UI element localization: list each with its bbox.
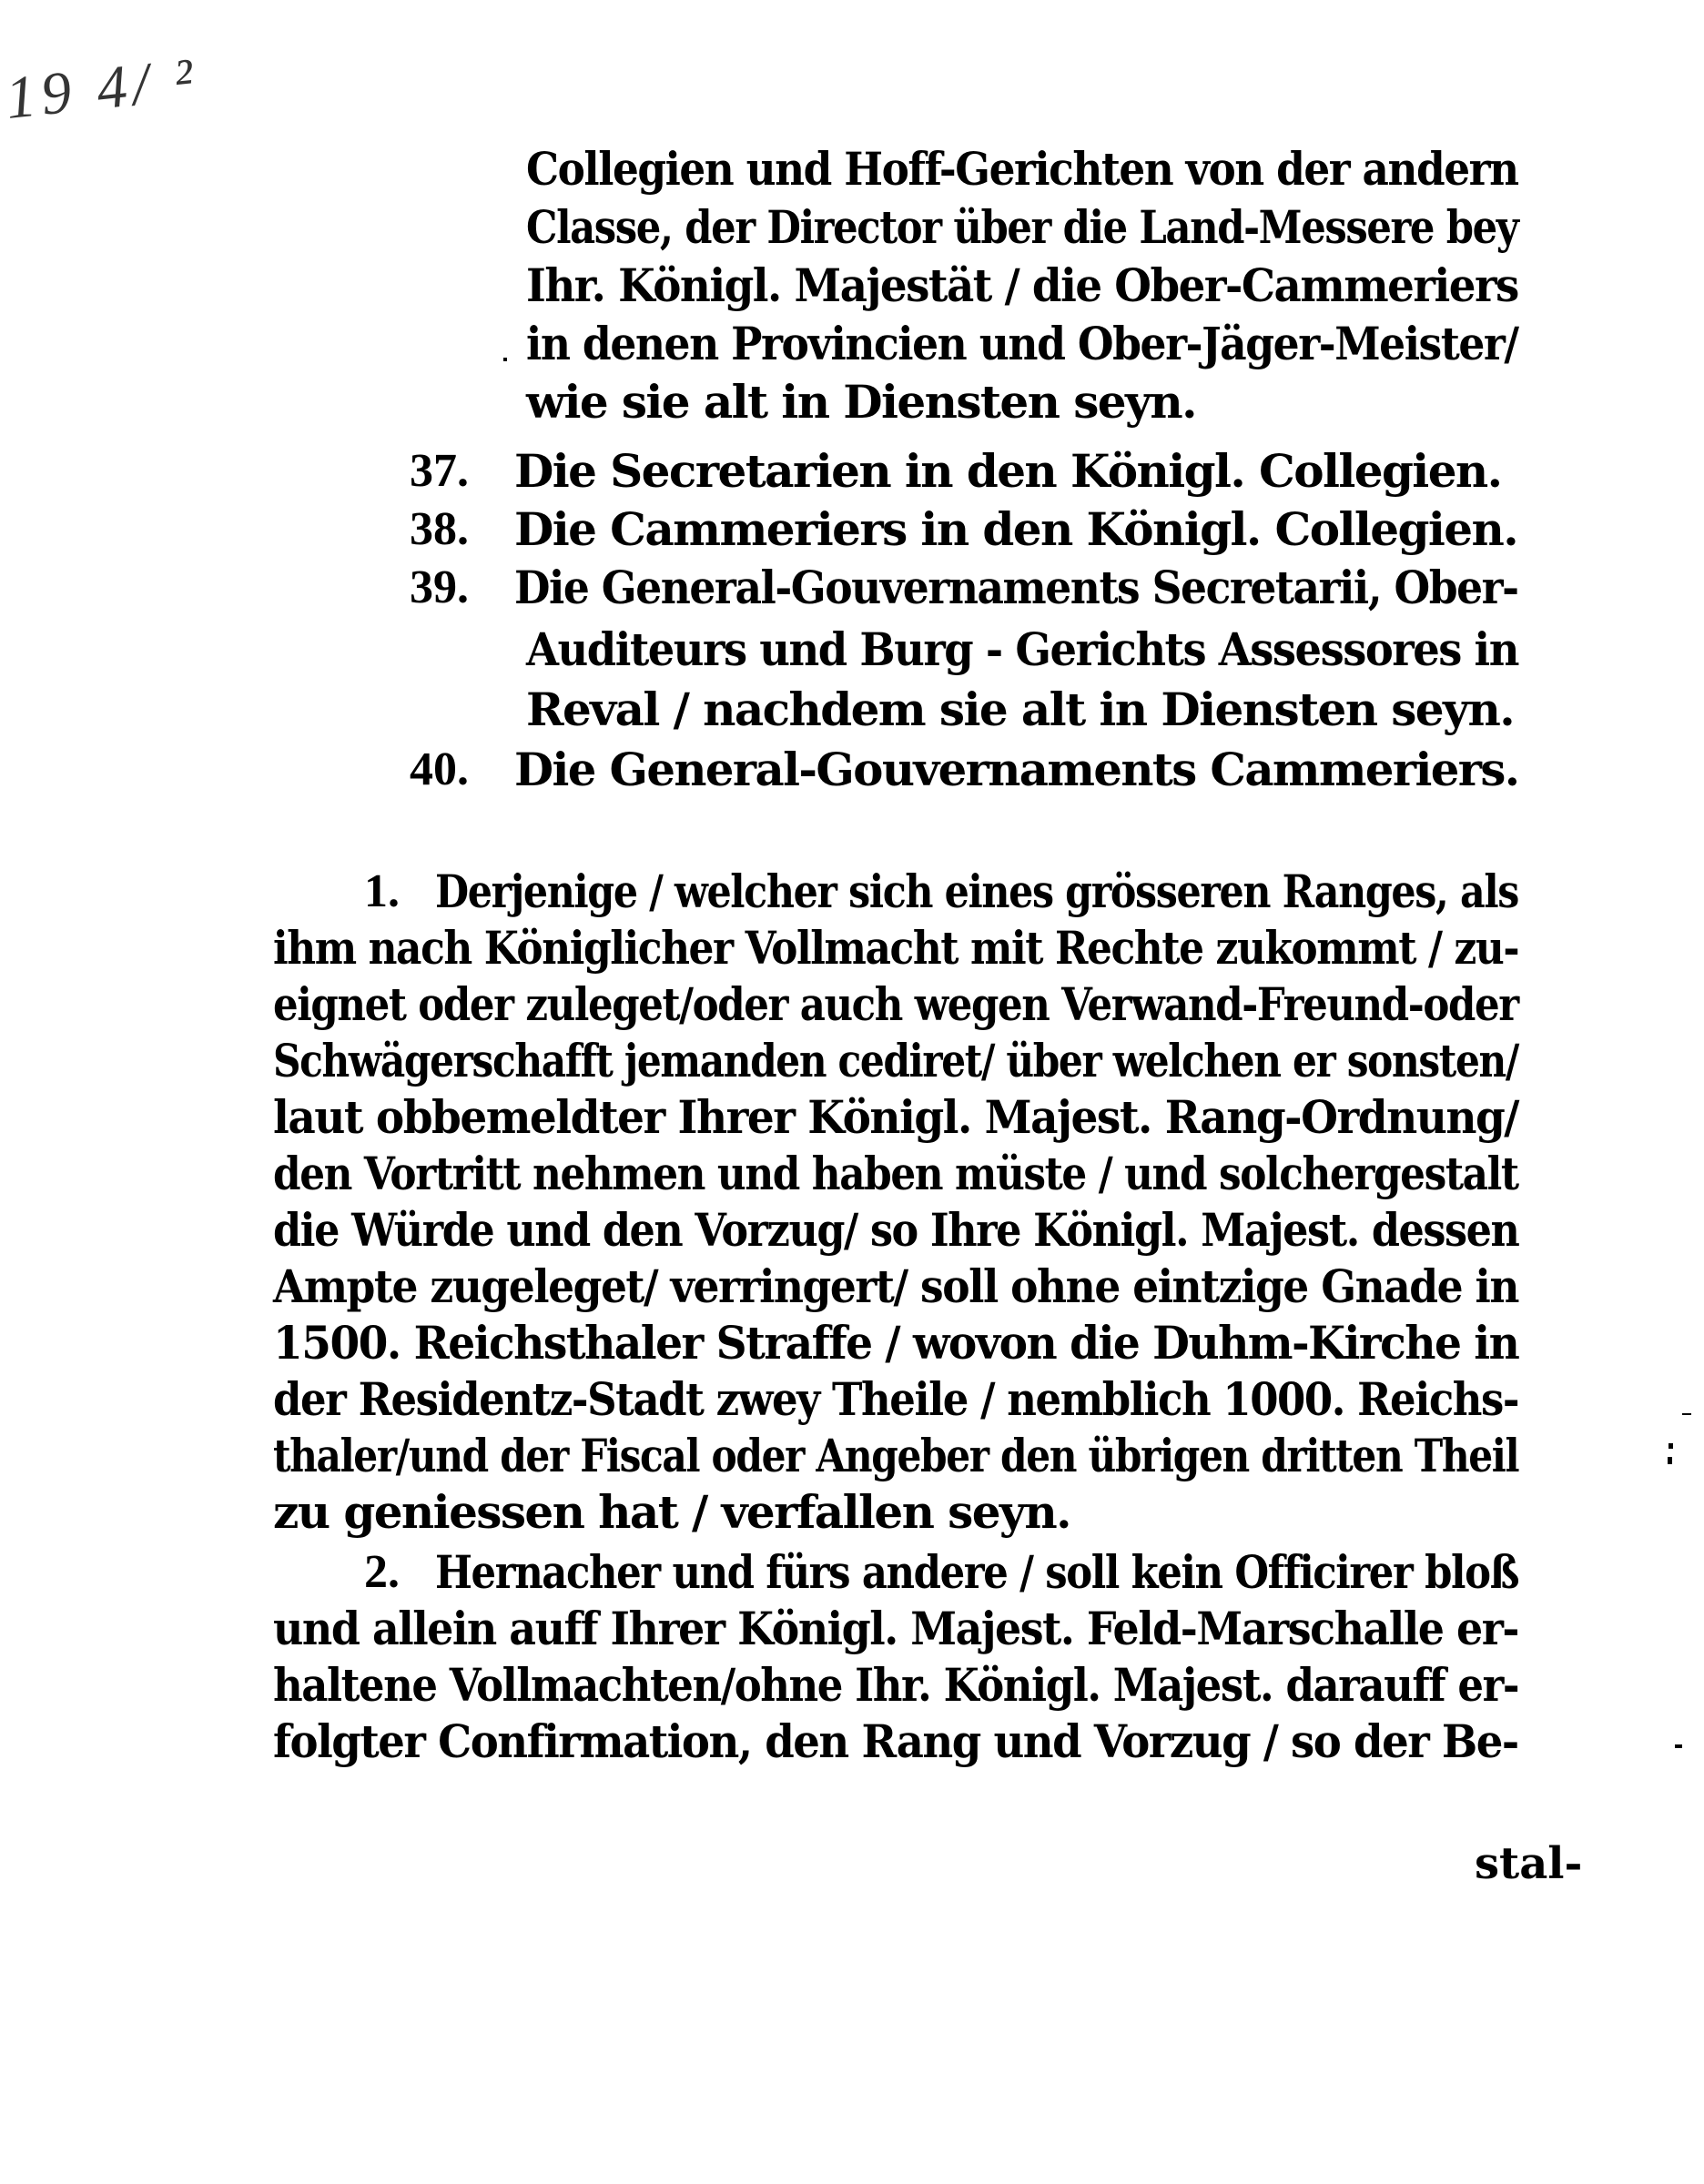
text-line: folgter Confirmation, den Rang und Vorzug / so der Be- <box>273 1714 1518 1768</box>
text-line: Classe, der Director über die Land-Messere bey <box>526 200 1518 254</box>
scan-artifact <box>1675 1744 1682 1748</box>
scan-artifact <box>1668 1443 1673 1449</box>
text-line: Die Cammeriers in den Königl. Collegien. <box>514 502 1518 556</box>
catchword: stal- <box>1475 1838 1583 1889</box>
scan-artifact <box>1682 1413 1691 1415</box>
text-line: wie sie alt in Diensten seyn. <box>526 375 1196 429</box>
text-line: Die Secretarien in den Königl. Collegien. <box>514 444 1502 498</box>
item-number: 38. <box>410 503 469 555</box>
scan-artifact <box>1668 1457 1672 1464</box>
text-line: Collegien und Hoff-Gerichten von der andern <box>526 142 1518 196</box>
text-line: Ihr. Königl. Majestät / die Ober-Cammeriers <box>526 258 1518 312</box>
text-line: Derjenige / welcher sich eines grösseren Ranges, als <box>435 864 1518 918</box>
scan-artifact <box>503 358 507 361</box>
text-line: in denen Provincien und Ober-Jäger-Meister/ <box>526 317 1518 370</box>
text-line: Hernacher und fürs andere / soll kein Officirer bloß <box>435 1545 1519 1599</box>
text-line: Ampte zugeleget/ verringert/ soll ohne eintzige Gnade in <box>273 1259 1518 1313</box>
paragraph-number: 1. <box>364 865 400 917</box>
text-line: ihm nach Königlicher Vollmacht mit Rechte zukommt / zu- <box>273 921 1519 975</box>
text-line: Die General-Gouvernaments Secretarii, Ober- <box>514 561 1518 614</box>
text-line: haltene Vollmachten/ohne Ihr. Königl. Majest. darauff er- <box>273 1658 1519 1712</box>
text-line: zu geniessen hat / verfallen seyn. <box>273 1485 1070 1539</box>
text-line: die Würde und den Vorzug/ so Ihre Königl. Majest. dessen <box>273 1203 1519 1257</box>
item-number: 40. <box>410 743 469 795</box>
paragraph-number: 2. <box>364 1546 400 1598</box>
text-line: eignet oder zuleget/oder auch wegen Verwand-Freund-oder <box>273 977 1518 1031</box>
text-line: den Vortritt nehmen und haben müste / und solchergestalt <box>273 1147 1518 1200</box>
text-line: und allein auff Ihrer Königl. Majest. Feld-Marschalle er- <box>273 1602 1519 1655</box>
item-number: 37. <box>410 445 469 497</box>
handwritten-margin-note: 19 4/ ² <box>2 46 202 132</box>
text-line: 1500. Reichsthaler Straffe / wovon die Duhm-Kirche in <box>273 1316 1519 1370</box>
text-line: Reval / nachdem sie alt in Diensten seyn. <box>526 682 1515 736</box>
text-line: laut obbemeldter Ihrer Königl. Majest. Rang-Ordnung/ <box>273 1090 1518 1144</box>
text-line: der Residentz-Stadt zwey Theile / nemblich 1000. Reichs- <box>273 1372 1519 1426</box>
text-line: thaler/und der Fiscal oder Angeber den übrigen dritten Theil <box>273 1429 1519 1482</box>
text-line: Schwägerschafft jemanden cediret/ über welchen er sonsten/ <box>273 1034 1518 1087</box>
item-number: 39. <box>410 561 469 613</box>
text-line: Auditeurs und Burg - Gerichts Assessores in <box>526 622 1518 676</box>
text-line: Die General-Gouvernaments Cammeriers. <box>514 743 1519 796</box>
